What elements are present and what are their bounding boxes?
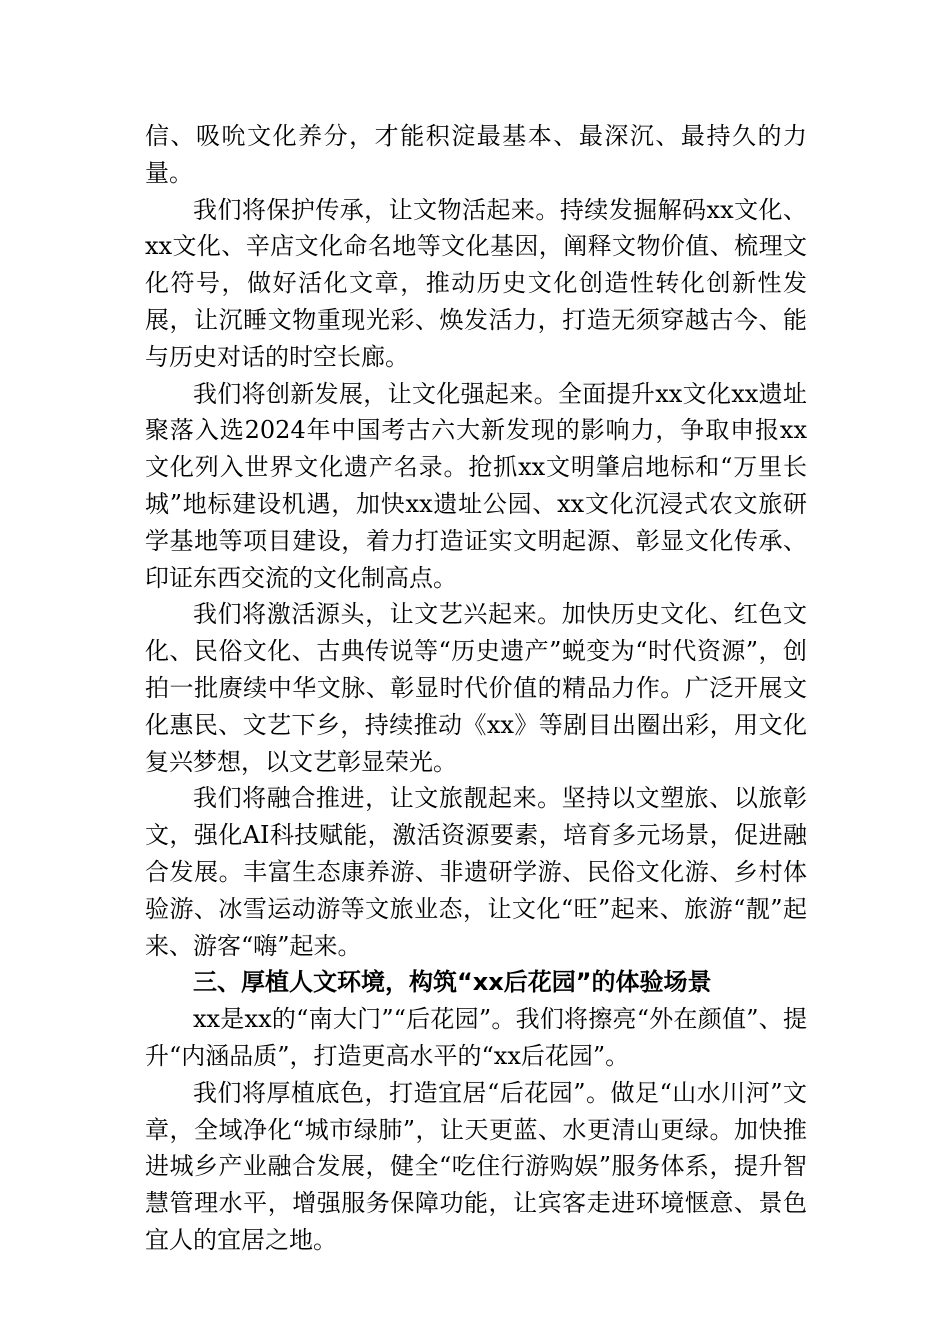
- paragraph-back-garden-intro: xx是xx的“南大门”“后花园”。我们将擦亮“外在颜值”、提升“内涵品质”，打造更高水平的“xx后花园”。: [145, 1005, 807, 1070]
- paragraph-arts: 我们将激活源头，让文艺兴起来。加快历史文化、红色文化、民俗文化、古典传说等“历史遗产”蜕变为“时代资源”，创拍一批赓续中华文脉、彰显时代价值的精品力作。广泛开展文化惠民、文艺下乡，持续推动《xx》等剧目出圈出彩，用文化复兴梦想，以文艺彰显荣光。: [145, 600, 807, 776]
- paragraph-heritage: 我们将保护传承，让文物活起来。持续发掘解码xx文化、xx文化、辛店文化命名地等文化基因，阐释文物价值、梳理文化符号，做好活化文章，推动历史文化创造性转化创新性发展，让沉睡文物重现光彩、焕发活力，打造无须穿越古今、能与历史对话的时空长廊。: [145, 195, 807, 371]
- section-heading: 三、厚植人文环境，构筑“xx后花园”的体验场景: [193, 968, 712, 997]
- paragraph-tourism: 我们将融合推进，让文旅靓起来。坚持以文塑旅、以旅彰文，强化AI科技赋能，激活资源要素，培育多元场景，促进融合发展。丰富生态康养游、非遗研学游、民俗文化游、乡村体验游、冰雪运动游等文旅业态，让文化“旺”起来、旅游“靓”起来、游客“嗨”起来。: [145, 784, 807, 960]
- paragraph-continuation: 信、吸吮文化养分，才能积淀最基本、最深沉、最持久的力量。: [145, 122, 807, 187]
- document-page: [145, 118, 807, 1259]
- paragraph-innovation: 我们将创新发展，让文化强起来。全面提升xx文化xx遗址聚落入选2024年中国考古六大新发现的影响力，争取申报xx文化列入世界文化遗产名录。抢抓xx文明肇启地标和“万里长城”地标建设机遇，加快xx遗址公园、xx文化沉浸式农文旅研学基地等项目建设，着力打造证实文明起源、彰显文化传承、印证东西交流的文化制高点。: [145, 379, 807, 592]
- paragraph-livable-garden: 我们将厚植底色，打造宜居“后花园”。做足“山水川河”文章，全域净化“城市绿肺”，让天更蓝、水更清山更绿。加快推进城乡产业融合发展，健全“吃住行游购娱”服务体系，提升智慧管理水平，增强服务保障功能，让宾客走进环境惬意、景色宜人的宜居之地。: [145, 1078, 807, 1254]
